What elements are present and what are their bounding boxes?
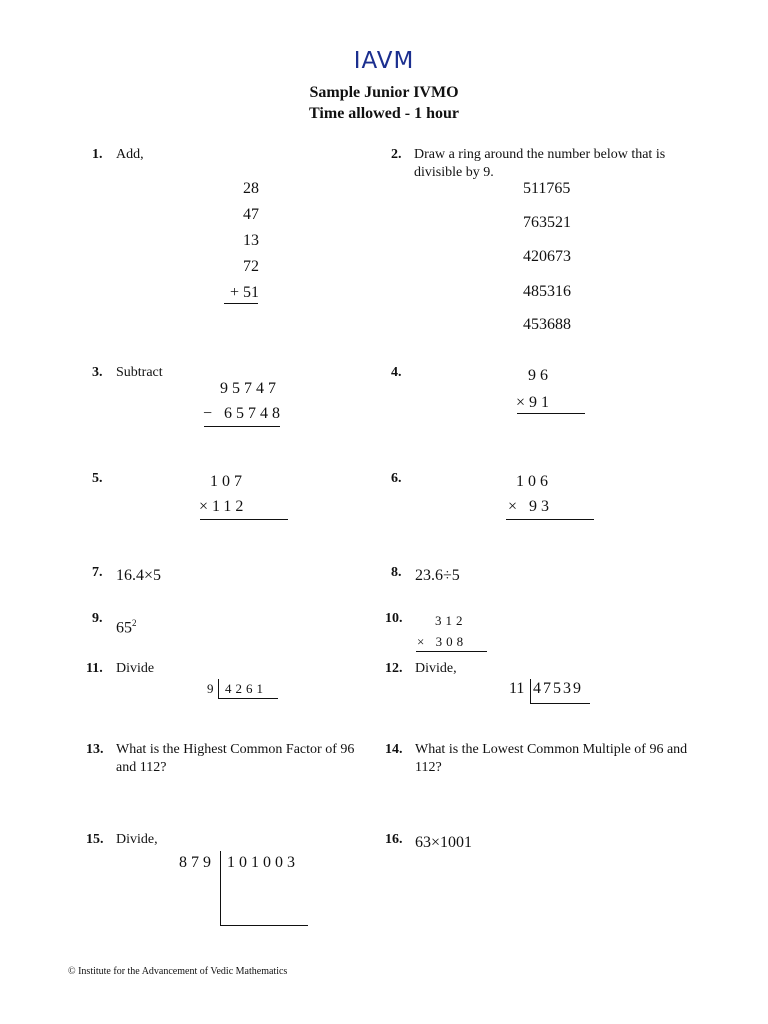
multiplier: × 308 (417, 634, 468, 649)
expression: 63×1001 (415, 834, 473, 851)
divisor: 11 (509, 680, 525, 697)
division-bracket (530, 679, 531, 704)
question-number: 7. (92, 565, 103, 580)
question-text: Divide, (116, 832, 158, 847)
minuend: 95747 (220, 380, 280, 397)
number-option[interactable]: 485316 (523, 283, 571, 300)
question-text: Draw a ring around the number below that is divisible by 9. (414, 147, 666, 180)
multiplier: ×112 (199, 498, 248, 515)
division-baseline (530, 703, 590, 704)
question-number: 5. (92, 471, 103, 486)
power-base: 65 (116, 619, 132, 637)
addend: 28 (243, 180, 259, 197)
division-baseline (218, 698, 278, 699)
question-number: 6. (391, 471, 402, 486)
divisor: 9 (207, 681, 218, 696)
number-option[interactable]: 453688 (523, 316, 571, 333)
question-text: Divide, (415, 661, 457, 676)
division-bracket (220, 851, 221, 926)
divisor: 879 (179, 854, 215, 871)
question-number: 9. (92, 611, 103, 626)
page-title: Sample Junior IVMO (309, 84, 459, 101)
addend: 47 (243, 206, 259, 223)
question-text: Subtract (116, 365, 163, 380)
question-text: Add, (116, 147, 144, 162)
product-line (517, 413, 585, 414)
division-bracket (218, 679, 219, 698)
question-number: 8. (391, 565, 402, 580)
number-option[interactable]: 511765 (523, 180, 571, 197)
product-line (416, 651, 487, 652)
multiplicand: 106 (516, 473, 552, 490)
power-exponent: 2 (132, 618, 137, 628)
addend: + 51 (229, 284, 259, 301)
question-number: 2. (391, 147, 402, 162)
page-subtitle: Time allowed - 1 hour (309, 105, 459, 122)
dividend: 101003 (227, 854, 299, 871)
number-option[interactable]: 420673 (523, 248, 571, 265)
multiplicand: 107 (210, 473, 246, 490)
expression: 23.6÷5 (415, 567, 460, 584)
product-line (200, 519, 288, 520)
division-baseline (220, 925, 308, 926)
question-text: What is the Highest Common Factor of 96 and 112? (116, 742, 355, 775)
question-number: 14. (385, 742, 403, 757)
multiplier: ×91 (516, 394, 554, 411)
expression: 16.4×5 (116, 567, 162, 584)
power-expression (116, 618, 137, 637)
difference-line (204, 426, 280, 427)
addend: 13 (243, 232, 259, 249)
multiplicand: 96 (528, 367, 552, 384)
number-option[interactable]: 763521 (523, 214, 571, 231)
question-number: 10. (385, 611, 403, 626)
product-line (506, 519, 594, 520)
question-number: 3. (92, 365, 103, 380)
question-number: 11. (86, 661, 103, 676)
dividend: 47539 (533, 680, 583, 697)
question-text: Divide (116, 661, 155, 676)
iavm-logo: IAVM (353, 48, 415, 74)
question-number: 13. (86, 742, 104, 757)
question-number: 15. (86, 832, 104, 847)
sum-line (224, 303, 258, 304)
dividend: 4261 (225, 681, 267, 696)
copyright-footer: © Institute for the Advancement of Vedic Mathematics (68, 966, 288, 977)
question-number: 1. (92, 147, 103, 162)
multiplier: × 93 (508, 498, 554, 515)
addend: 72 (243, 258, 259, 275)
question-text: What is the Lowest Common Multiple of 96 and 112? (415, 742, 688, 775)
question-number: 12. (385, 661, 403, 676)
multiplicand: 312 (435, 613, 467, 628)
subtrahend: − 65748 (203, 405, 285, 422)
question-number: 16. (385, 832, 403, 847)
question-number: 4. (391, 365, 402, 380)
